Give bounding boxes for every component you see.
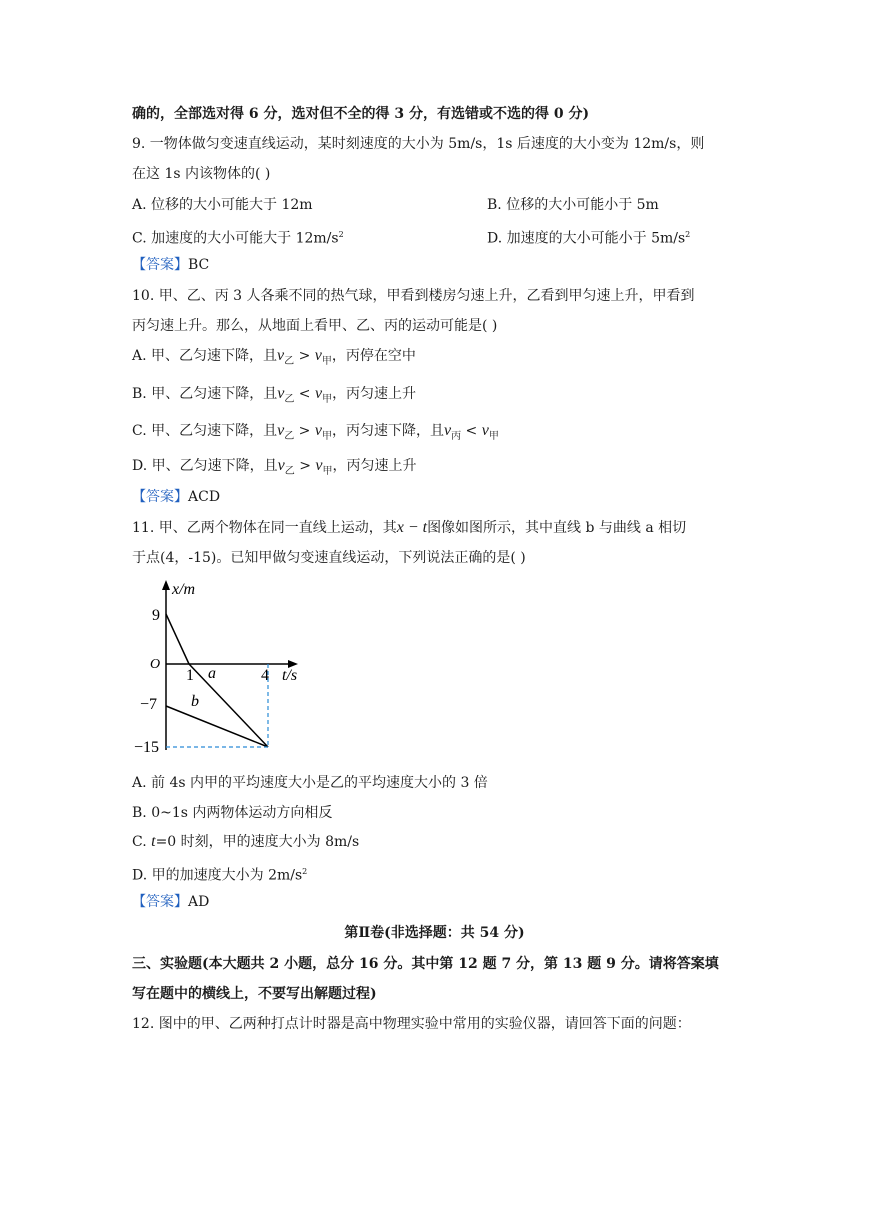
q11-option-d: D. 甲的加速度大小为 $2m/s^2$ [132,867,308,884]
q11-option-c: C. t=0 时刻，甲的速度大小为 8m/s [132,833,360,850]
q9-answer: 【答案】BC [132,257,210,273]
x-tick-1: 1 [186,667,194,684]
q12-stem: 12. 图中的甲、乙两种打点计时器是高中物理实验中常用的实验仪器，请回答下面的问题： [132,1016,691,1032]
q10-option-b: B. 甲、乙匀速下降，且$v_乙 < v_甲$，丙匀速上升 [132,385,417,405]
q11-option-a: A. 前 4s 内甲的平均速度大小是乙的平均速度大小的 3 倍 [132,775,488,791]
curve-a-label: a [208,665,216,682]
q10-option-c: C. 甲、乙匀速下降，且$v_乙 > v_甲$，丙匀速下降，且$v_丙 < v_甲$ [132,422,499,442]
q9-stem-line1: 9. 一物体做匀变速直线运动，某时刻速度的大小为 5m/s，1s 后速度的大小变为 12m/s，则 [132,136,705,152]
q11-answer: 【答案】AD [132,894,210,910]
y-axis-label: x/m [172,581,196,598]
q10-option-a: A. 甲、乙匀速下降，且$v_乙 > v_甲$，丙停在空中 [132,347,416,367]
q9-stem-line2: 在这 1s 内该物体的( ) [132,166,271,182]
x-tick-4: 4 [261,667,269,684]
q10-option-d: D. 甲、乙匀速下降，且$v_乙 > v_甲$，丙匀速上升 [132,457,417,477]
q9-option-a: A. 位移的大小可能大于 12m [132,197,313,213]
q11-option-b: B. 0~1s 内两物体运动方向相反 [132,805,333,821]
q10-stem-line2: 丙匀速上升。那么，从地面上看甲、乙、丙的运动可能是( ) [132,318,498,334]
line-b [166,706,268,747]
q9-option-d: D. 加速度的大小可能小于 $5m/s^2$ [487,230,691,247]
q9-option-c: C. 加速度的大小可能大于 $12m/s^2$ [132,230,344,247]
scoring-instructions: 确的，全部选对得 6 分，选对但不全的得 3 分，有选错或不选的得 0 分) [132,106,590,122]
y-axis-arrow-icon [162,580,170,590]
q11-stem-line2: 于点(4，-15)。已知甲做匀变速直线运动，下列说法正确的是( ) [132,550,526,566]
curve-a-segment-2 [189,664,268,747]
line-b-label: b [191,693,199,710]
y-tick-9: 9 [152,607,160,624]
x-axis-label: t/s [282,667,298,684]
q11-stem-line1: 11. 甲、乙两个物体在同一直线上运动，其x − t图像如图所示，其中直线 b 与曲线 a 相切 [132,519,687,536]
q10-stem-line1: 10. 甲、乙、丙 3 人各乘不同的热气球，甲看到楼房匀速上升，乙看到甲匀速上升，甲看到 [132,288,695,304]
q10-answer: 【答案】ACD [132,489,221,505]
curve-a-segment-1 [166,614,189,664]
section-3-heading-line1: 三、实验题(本大题共 2 小题，总分 16 分。其中第 12 题 7 分，第 13 题 9 分。请将答案填 [132,956,719,972]
x-t-graph [134,578,304,758]
y-tick-neg7: −7 [140,696,158,713]
section-3-heading-line2: 写在题中的横线上，不要写出解题过程) [132,986,377,1002]
q9-option-b: B. 位移的大小可能小于 5m [487,197,659,213]
y-tick-neg15: −15 [134,739,160,756]
section-2-heading: 第Ⅱ卷(非选择题：共 54 分) [344,925,525,941]
origin-label: O [150,657,161,672]
